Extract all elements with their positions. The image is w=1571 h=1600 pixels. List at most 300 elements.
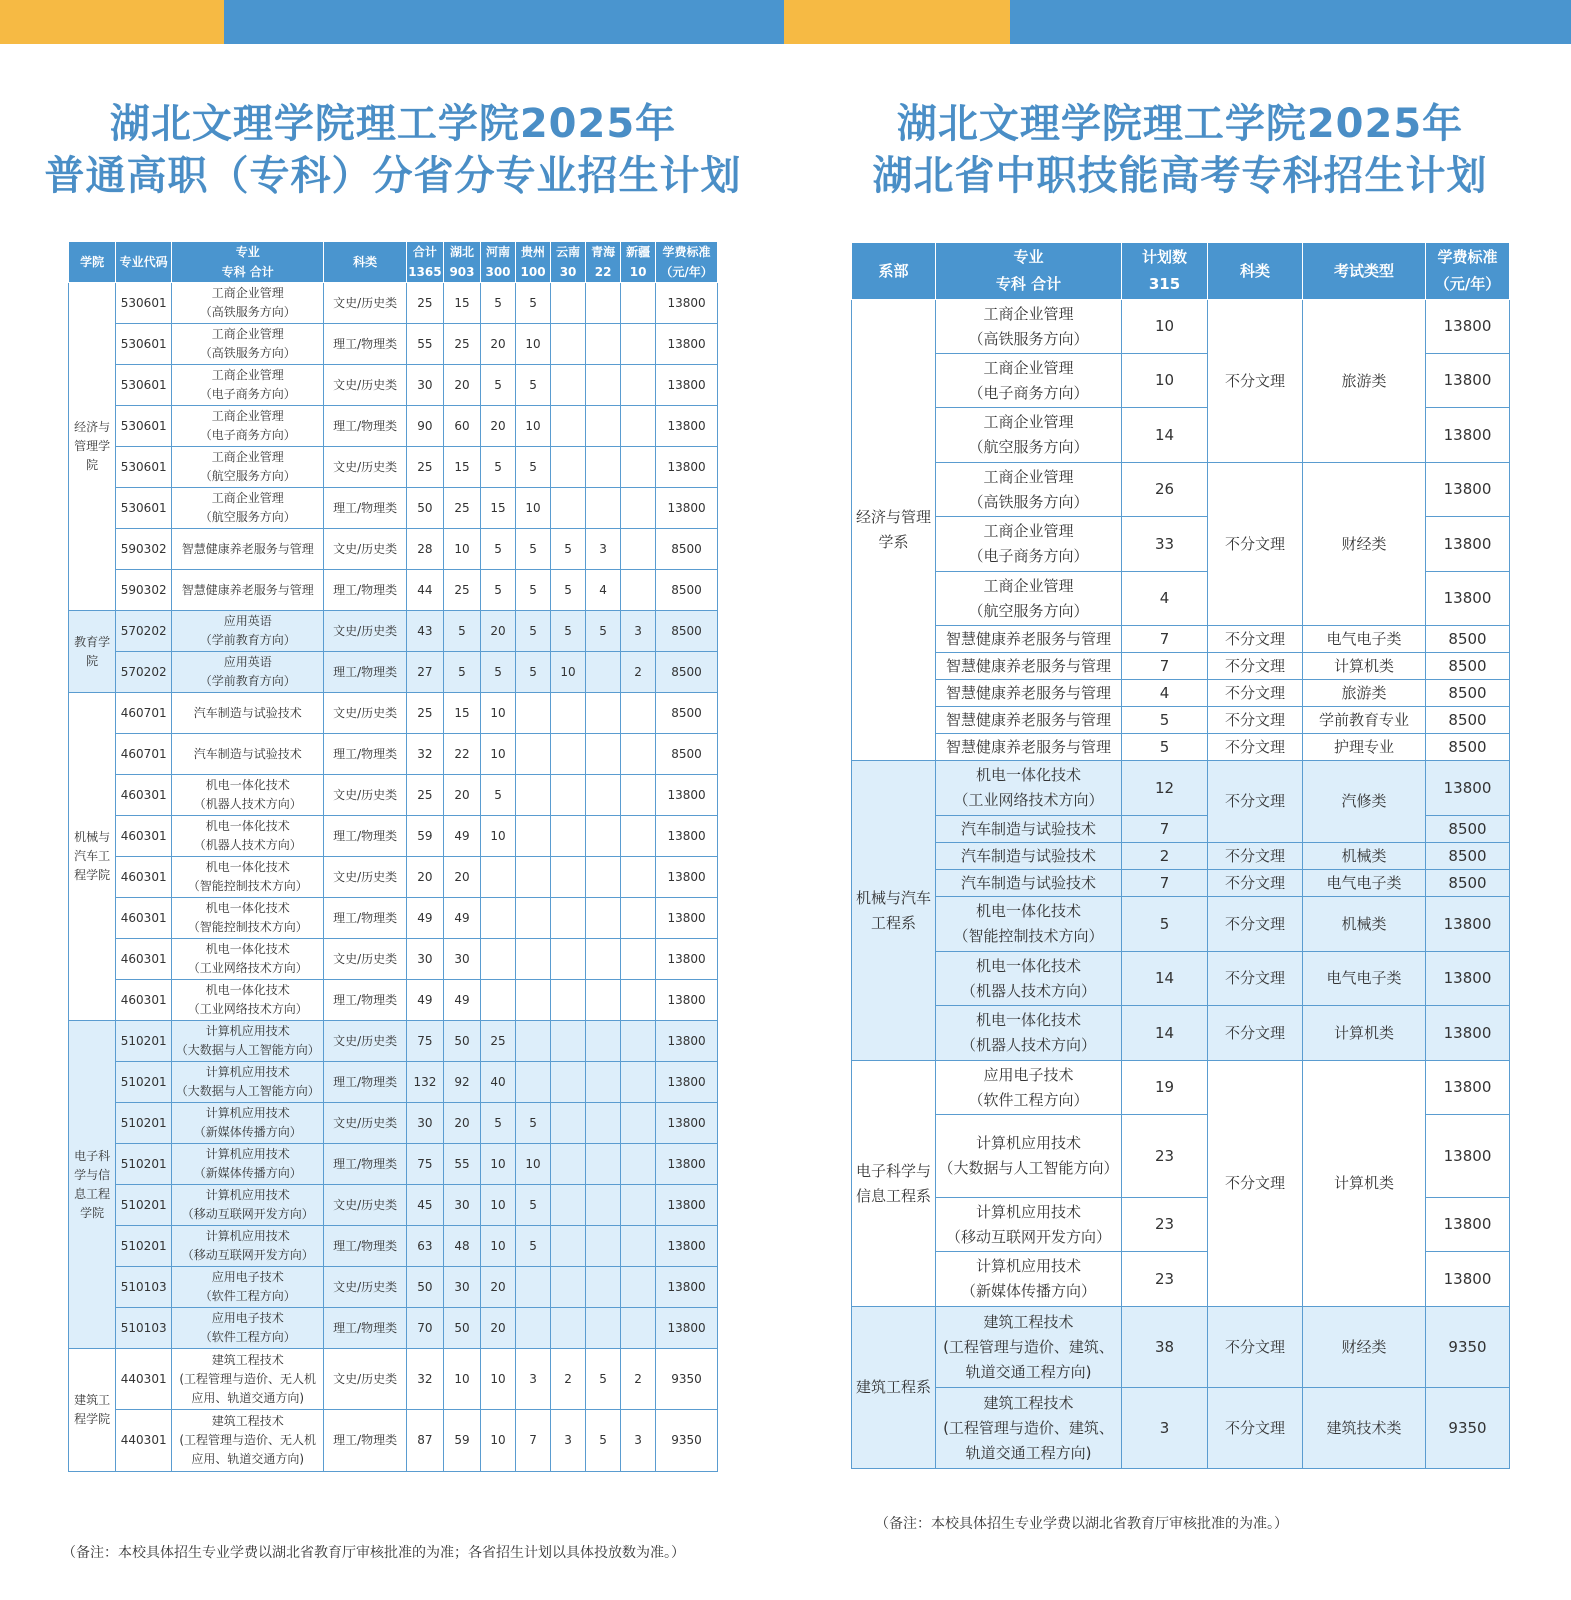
cell-plan: 23 [1122, 1115, 1208, 1198]
college-name: 教育学院 [69, 611, 116, 693]
cell-guizhou [516, 1267, 551, 1308]
cell-qinghai [586, 447, 621, 488]
cell-xinjiang [621, 283, 656, 324]
cell-xinjiang [621, 324, 656, 365]
cell-total: 30 [406, 939, 443, 980]
cell-fee: 13800 [656, 939, 718, 980]
cell-total: 25 [406, 283, 443, 324]
cell-hubei: 30 [443, 1185, 480, 1226]
cell-fee: 8500 [656, 570, 718, 611]
cell-fee: 13800 [656, 447, 718, 488]
cell-total: 28 [406, 529, 443, 570]
cell-fee: 13800 [1426, 1006, 1510, 1061]
major-cell [172, 1410, 324, 1472]
cell-total: 49 [406, 980, 443, 1021]
major-direction: （机器人技术方向） [193, 797, 302, 811]
cell-hubei: 25 [443, 570, 480, 611]
cell-qinghai [586, 406, 621, 447]
major-code: 530601 [116, 488, 172, 529]
skills-exam-plan-table [851, 242, 1510, 1469]
cell-xinjiang [621, 488, 656, 529]
cell-exam: 计算机类 [1303, 653, 1426, 680]
cell-xinjiang [621, 734, 656, 775]
major-direction: （高铁服务方向） [199, 305, 296, 319]
cell-henan: 10 [481, 1349, 516, 1410]
cell-henan [481, 939, 516, 980]
cell-qinghai [586, 1021, 621, 1062]
major-code: 460701 [116, 693, 172, 734]
cell-cat: 不分文理 [1208, 653, 1303, 680]
major-name: 智慧健康养老服务与管理 [945, 710, 1111, 729]
cell-guizhou [516, 1062, 551, 1103]
cell-cat: 文史/历史类 [324, 283, 406, 324]
cell-yunnan [551, 406, 586, 447]
table-row [69, 529, 718, 570]
cell-hubei: 15 [443, 693, 480, 734]
cell-henan [481, 898, 516, 939]
cell-henan: 20 [481, 406, 516, 447]
cell-total: 44 [406, 570, 443, 611]
col-fee-top: 学费标准 [1437, 248, 1498, 266]
cell-cat: 理工/物理类 [324, 488, 406, 529]
major-cell [936, 897, 1122, 952]
cell-hubei: 20 [443, 1103, 480, 1144]
col-major-top: 专业 [1013, 248, 1044, 266]
table-row [69, 365, 718, 406]
major-name: 计算机应用技术 [205, 1188, 290, 1202]
cell-xinjiang [621, 406, 656, 447]
cell-qinghai [586, 1308, 621, 1349]
cell-fee: 13800 [656, 898, 718, 939]
table-row [69, 734, 718, 775]
major-cell [936, 952, 1122, 1006]
cell-total: 75 [406, 1021, 443, 1062]
cell-plan: 19 [1122, 1061, 1208, 1115]
col-hubei-value: 903 [449, 265, 475, 279]
table-row [852, 300, 1510, 354]
cell-hubei: 20 [443, 857, 480, 898]
major-name: 机电一体化技术 [205, 901, 290, 915]
left-title-line1: 湖北文理学院理工学院2025年 [109, 101, 677, 147]
cell-fee: 13800 [1426, 354, 1510, 408]
major-direction: （智能控制技术方向） [187, 879, 308, 893]
cell-henan: 10 [481, 1226, 516, 1267]
major-name: 机电一体化技术 [975, 902, 1081, 920]
major-cell [936, 653, 1122, 680]
cell-total: 87 [406, 1410, 443, 1472]
cell-xinjiang [621, 1062, 656, 1103]
col-category: 科类 [324, 242, 406, 283]
cell-plan: 10 [1122, 354, 1208, 408]
major-code: 460701 [116, 734, 172, 775]
cell-hubei: 25 [443, 324, 480, 365]
table-row [852, 897, 1510, 952]
cell-hubei: 30 [443, 939, 480, 980]
cell-total: 27 [406, 652, 443, 693]
major-direction: （新媒体传播方向） [193, 1125, 302, 1139]
cell-fee: 13800 [1426, 952, 1510, 1006]
cell-yunnan [551, 693, 586, 734]
cell-qinghai [586, 898, 621, 939]
major-cell [172, 611, 324, 652]
major-name: 建筑工程技术 [983, 1312, 1074, 1331]
cell-exam: 旅游类 [1303, 300, 1426, 463]
major-code: 570202 [116, 652, 172, 693]
cell-total: 20 [406, 857, 443, 898]
college-name: 机械与汽车工程学院 [69, 693, 116, 1021]
cell-plan: 26 [1122, 463, 1208, 517]
col-category: 科类 [1208, 243, 1303, 300]
cell-xinjiang [621, 1226, 656, 1267]
cell-yunnan: 2 [551, 1349, 586, 1410]
major-cell [172, 857, 324, 898]
cell-fee: 13800 [1426, 1061, 1510, 1115]
col-major [172, 242, 324, 283]
dept-name: 建筑工程系 [852, 1307, 936, 1469]
cell-cat: 文史/历史类 [324, 529, 406, 570]
major-code: 510103 [116, 1308, 172, 1349]
major-cell [936, 463, 1122, 517]
major-cell [936, 408, 1122, 463]
cell-yunnan: 5 [551, 529, 586, 570]
major-direction: (工程管理与造价、建筑、 [943, 1337, 1114, 1356]
cell-guizhou: 5 [516, 1185, 551, 1226]
major-name: 工商企业管理 [983, 467, 1074, 486]
cell-guizhou [516, 1308, 551, 1349]
cell-henan: 5 [481, 365, 516, 406]
cell-total: 32 [406, 1349, 443, 1410]
cell-hubei: 5 [443, 652, 480, 693]
major-name: 工商企业管理 [983, 358, 1074, 377]
cell-guizhou [516, 816, 551, 857]
major-cell [936, 354, 1122, 408]
major-name: 工商企业管理 [211, 327, 284, 341]
cell-cat: 不分文理 [1208, 1307, 1303, 1388]
college-name: 建筑工程学院 [69, 1349, 116, 1472]
col-xinjiang-value: 10 [629, 265, 647, 279]
cell-guizhou [516, 857, 551, 898]
table-row [852, 952, 1510, 1006]
cell-yunnan [551, 775, 586, 816]
major-name: 计算机应用技术 [205, 1229, 290, 1243]
major-direction: （电子商务方向） [199, 387, 296, 401]
major-cell [172, 1021, 324, 1062]
major-name: 工商企业管理 [211, 286, 284, 300]
cell-cat: 不分文理 [1208, 707, 1303, 734]
table-row [852, 626, 1510, 653]
cell-hubei: 50 [443, 1021, 480, 1062]
cell-hubei: 10 [443, 1349, 480, 1410]
table-row [69, 898, 718, 939]
cell-fee: 13800 [1426, 300, 1510, 354]
major-name: 工商企业管理 [211, 491, 284, 505]
cell-xinjiang [621, 447, 656, 488]
dept-name: 经济与管理学系 [852, 300, 936, 761]
major-direction: （工业网络技术方向） [953, 791, 1104, 809]
cell-plan: 10 [1122, 300, 1208, 354]
cell-cat: 理工/物理类 [324, 1226, 406, 1267]
cell-henan [481, 857, 516, 898]
cell-hubei: 92 [443, 1062, 480, 1103]
cell-fee: 13800 [656, 1226, 718, 1267]
col-yunnan-value: 30 [559, 265, 577, 279]
major-code: 440301 [116, 1410, 172, 1472]
table-row [69, 775, 718, 816]
cell-hubei: 49 [443, 816, 480, 857]
cell-cat: 文史/历史类 [324, 1021, 406, 1062]
major-direction: （移动互联网开发方向） [945, 1227, 1111, 1246]
cell-plan: 2 [1122, 843, 1208, 870]
table-row [69, 570, 718, 611]
cell-xinjiang [621, 857, 656, 898]
col-fee-bottom: （元/年） [1434, 275, 1501, 293]
major-name: 汽车制造与试验技术 [960, 846, 1096, 865]
cell-hubei: 60 [443, 406, 480, 447]
table-row [852, 761, 1510, 816]
col-total-name: 合计 [412, 245, 437, 259]
table-row [852, 870, 1510, 897]
cell-fee: 13800 [1426, 408, 1510, 463]
major-direction: （软件工程方向） [199, 1289, 296, 1303]
cell-henan: 25 [481, 1021, 516, 1062]
cell-fee: 8500 [1426, 653, 1510, 680]
cell-henan: 5 [481, 447, 516, 488]
cell-fee: 8500 [1426, 680, 1510, 707]
cell-qinghai [586, 1103, 621, 1144]
major-name: 计算机应用技术 [205, 1106, 290, 1120]
table-row [69, 1021, 718, 1062]
cell-henan: 10 [481, 734, 516, 775]
right-title-line2: 湖北省中职技能高考专科招生计划 [872, 153, 1488, 199]
cell-guizhou [516, 980, 551, 1021]
right-note: （备注：本校具体招生专业学费以湖北省教育厅审核批准的为准。） [875, 1516, 1288, 1532]
cell-qinghai: 4 [586, 570, 621, 611]
major-code: 460301 [116, 898, 172, 939]
cell-fee: 13800 [1426, 761, 1510, 816]
cell-fee: 8500 [1426, 816, 1510, 843]
cell-hubei: 49 [443, 898, 480, 939]
major-cell [936, 1061, 1122, 1115]
cell-plan: 23 [1122, 1198, 1208, 1252]
major-name: 应用电子技术 [211, 1311, 284, 1325]
cell-fee: 8500 [656, 734, 718, 775]
major-code: 510201 [116, 1185, 172, 1226]
cell-cat: 不分文理 [1208, 1388, 1303, 1469]
major-name: 建筑工程技术 [211, 1414, 284, 1428]
cell-plan: 23 [1122, 1252, 1208, 1307]
cell-guizhou: 5 [516, 365, 551, 406]
table-row [852, 734, 1510, 761]
major-name: 智慧健康养老服务与管理 [181, 541, 314, 556]
cell-total: 30 [406, 1103, 443, 1144]
cell-guizhou: 5 [516, 1103, 551, 1144]
major-name: 机电一体化技术 [205, 860, 290, 874]
major-name: 机电一体化技术 [975, 766, 1081, 784]
cell-cat: 不分文理 [1208, 300, 1303, 463]
major-direction: （大数据与人工智能方向） [175, 1084, 320, 1098]
major-direction: （电子商务方向） [968, 383, 1089, 402]
major-direction: （大数据与人工智能方向） [175, 1043, 320, 1057]
major-direction: （机器人技术方向） [960, 981, 1096, 1000]
cell-henan [481, 980, 516, 1021]
major-cell [172, 1185, 324, 1226]
cell-henan: 10 [481, 816, 516, 857]
major-name: 建筑工程技术 [983, 1393, 1074, 1412]
table-row [69, 816, 718, 857]
major-name: 计算机应用技术 [205, 1024, 290, 1038]
major-name: 机电一体化技术 [205, 778, 290, 792]
cell-total: 90 [406, 406, 443, 447]
cell-qinghai [586, 283, 621, 324]
major-direction: 轨道交通工程方向) [965, 1443, 1092, 1462]
cell-guizhou [516, 734, 551, 775]
cell-hubei: 20 [443, 775, 480, 816]
table-row [69, 939, 718, 980]
major-name: 工商企业管理 [211, 368, 284, 382]
cell-cat: 不分文理 [1208, 626, 1303, 653]
top-band-blue-left [224, 0, 784, 44]
major-code: 530601 [116, 406, 172, 447]
major-code: 460301 [116, 980, 172, 1021]
cell-qinghai: 5 [586, 1410, 621, 1472]
col-guizhou-value: 100 [520, 265, 546, 279]
cell-qinghai [586, 693, 621, 734]
major-code: 530601 [116, 365, 172, 406]
cell-henan: 20 [481, 1267, 516, 1308]
major-cell [936, 300, 1122, 354]
cell-fee: 9350 [656, 1349, 718, 1410]
cell-cat: 理工/物理类 [324, 734, 406, 775]
col-plan [1122, 243, 1208, 300]
major-name: 汽车制造与试验技术 [960, 873, 1096, 892]
cell-fee: 13800 [1426, 1198, 1510, 1252]
cell-fee: 9350 [656, 1410, 718, 1472]
major-direction: （机器人技术方向） [193, 838, 302, 852]
cell-fee: 8500 [1426, 707, 1510, 734]
major-name: 计算机应用技术 [205, 1065, 290, 1079]
major-name: 工商企业管理 [983, 576, 1074, 595]
cell-plan: 7 [1122, 626, 1208, 653]
cell-henan: 10 [481, 1144, 516, 1185]
major-direction: （智能控制技术方向） [187, 920, 308, 934]
college-name: 经济与管理学院 [69, 283, 116, 611]
major-direction: （高铁服务方向） [968, 492, 1089, 511]
cell-qinghai [586, 939, 621, 980]
major-name: 应用英语 [223, 655, 272, 669]
cell-henan: 10 [481, 1410, 516, 1472]
cell-cat: 理工/物理类 [324, 406, 406, 447]
cell-total: 43 [406, 611, 443, 652]
cell-exam: 财经类 [1303, 1307, 1426, 1388]
major-name: 机电一体化技术 [975, 956, 1081, 975]
major-code: 460301 [116, 775, 172, 816]
cell-cat: 理工/物理类 [324, 1308, 406, 1349]
cell-cat: 不分文理 [1208, 463, 1303, 626]
major-cell [172, 447, 324, 488]
cell-qinghai: 5 [586, 1349, 621, 1410]
dept-name: 电子科学与信息工程系 [852, 1061, 936, 1307]
cell-plan: 4 [1122, 680, 1208, 707]
major-name: 机电一体化技术 [205, 942, 290, 956]
cell-fee: 13800 [1426, 1115, 1510, 1198]
cell-fee: 13800 [1426, 572, 1510, 626]
major-name: 智慧健康养老服务与管理 [945, 629, 1111, 648]
major-name: 工商企业管理 [983, 522, 1074, 540]
col-major [936, 243, 1122, 300]
cell-qinghai [586, 775, 621, 816]
table-row [69, 1103, 718, 1144]
table-row [852, 1307, 1510, 1388]
cell-xinjiang: 3 [621, 611, 656, 652]
cell-yunnan [551, 1144, 586, 1185]
cell-total: 59 [406, 816, 443, 857]
cell-henan: 5 [481, 775, 516, 816]
cell-cat: 理工/物理类 [324, 570, 406, 611]
cell-fee: 13800 [656, 980, 718, 1021]
major-cell [936, 870, 1122, 897]
cell-exam: 电气电子类 [1303, 870, 1426, 897]
cell-exam: 学前教育专业 [1303, 707, 1426, 734]
table-row [852, 1006, 1510, 1061]
cell-plan: 3 [1122, 1388, 1208, 1469]
cell-fee: 13800 [656, 365, 718, 406]
top-band-yellow-right [784, 0, 1010, 44]
major-cell [172, 816, 324, 857]
cell-qinghai [586, 1185, 621, 1226]
col-henan [481, 242, 516, 283]
cell-xinjiang [621, 1144, 656, 1185]
major-code: 530601 [116, 283, 172, 324]
cell-cat: 文史/历史类 [324, 1103, 406, 1144]
cell-hubei: 15 [443, 283, 480, 324]
major-cell [936, 1115, 1122, 1198]
cell-guizhou: 5 [516, 447, 551, 488]
top-band-blue-right [1010, 0, 1571, 44]
cell-hubei: 50 [443, 1308, 480, 1349]
cell-fee: 8500 [656, 693, 718, 734]
cell-plan: 5 [1122, 897, 1208, 952]
cell-yunnan [551, 1062, 586, 1103]
cell-fee: 13800 [656, 406, 718, 447]
col-xinjiang [621, 242, 656, 283]
col-fee-top: 学费标准 [662, 245, 711, 259]
major-direction: (工程管理与造价、无人机 [179, 1433, 317, 1447]
cell-total: 30 [406, 365, 443, 406]
cell-exam: 护理专业 [1303, 734, 1426, 761]
major-code: 510201 [116, 1144, 172, 1185]
cell-qinghai: 5 [586, 611, 621, 652]
cell-yunnan [551, 324, 586, 365]
college-name: 电子科学与信息工程学院 [69, 1021, 116, 1349]
cell-guizhou: 5 [516, 1226, 551, 1267]
major-name: 建筑工程技术 [211, 1352, 284, 1367]
major-name: 汽车制造与试验技术 [960, 819, 1096, 838]
cell-plan: 12 [1122, 761, 1208, 816]
cell-xinjiang [621, 939, 656, 980]
cell-cat: 理工/物理类 [324, 1144, 406, 1185]
cell-cat: 理工/物理类 [324, 980, 406, 1021]
major-direction: （移动互联网开发方向） [181, 1207, 314, 1221]
major-direction: 应用、轨道交通方向) [191, 1452, 305, 1466]
major-name: 汽车制造与试验技术 [193, 705, 302, 720]
cell-cat: 文史/历史类 [324, 775, 406, 816]
cell-hubei: 48 [443, 1226, 480, 1267]
cell-yunnan: 10 [551, 652, 586, 693]
cell-yunnan [551, 980, 586, 1021]
cell-xinjiang [621, 775, 656, 816]
cell-hubei: 49 [443, 980, 480, 1021]
major-direction: 轨道交通工程方向) [965, 1362, 1092, 1381]
